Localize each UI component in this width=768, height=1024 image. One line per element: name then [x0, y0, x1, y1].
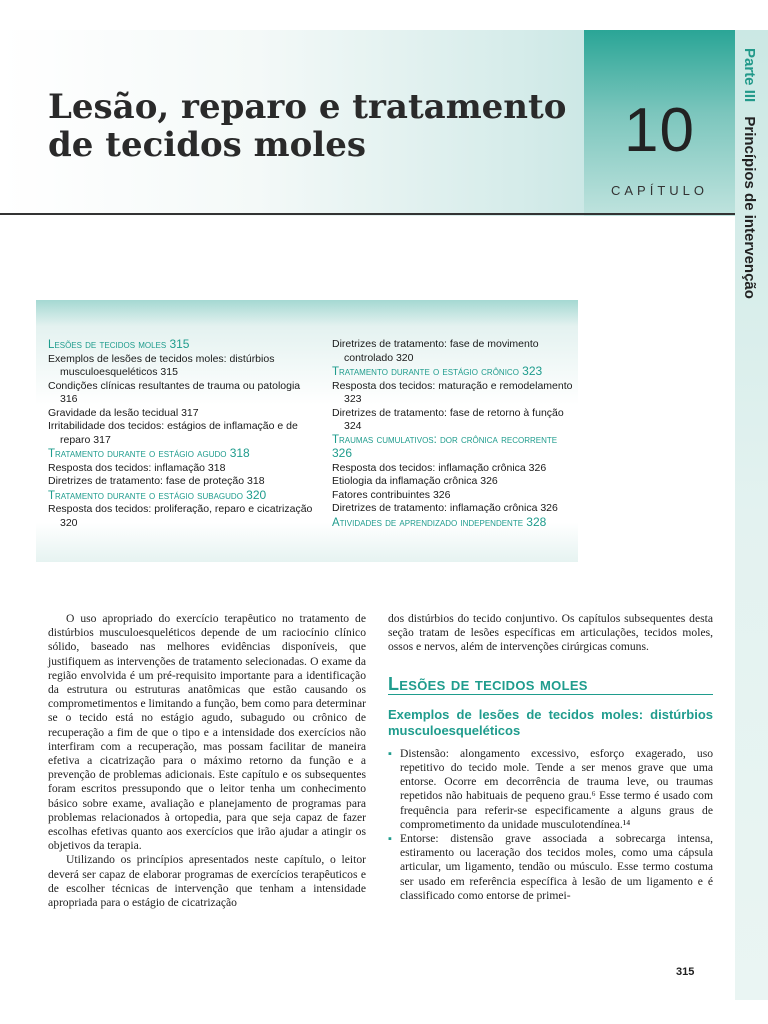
section-heading: Lesões de tecidos moles [388, 673, 588, 694]
page-number: 315 [676, 966, 695, 978]
contents-section-title: Traumas cumulativos: dor crônica recorrente [332, 433, 558, 446]
contents-column-right [332, 338, 576, 530]
contents-entry: Diretrizes de tratamento: fase de retorno à função 324 [332, 406, 564, 432]
contents-section-heading [48, 447, 313, 462]
contents-section-title: Tratamento durante o estágio agudo [48, 448, 227, 460]
chapter-number: 10 [624, 96, 695, 165]
list-item: ▪ Distensão: alongamento excessivo, esforço exagerado, uso repetitivo do tecido mole. Tende a ser menos grave que uma entorse. Ocorre em decorrência de trauma leve, ou traumas repetidos não habituais de pequeno grau.⁶ Esse termo é usado com frequência para referir-se especificamente a alguns graus de comprometimento da unidade musculotendínea.¹⁴ [388, 747, 713, 832]
subsection-heading: Exemplos de lesões de tecidos moles: distúrbios musculoesqueléticos [388, 706, 713, 738]
contents-entry: Etiologia da inflamação crônica 326 [332, 475, 498, 487]
contents-section-heading [332, 434, 576, 462]
contents-column-left [48, 338, 313, 530]
page-title-line-2: de tecidos moles [48, 125, 366, 165]
chapter-contents-box [36, 300, 578, 562]
contents-page-number: 323 [522, 364, 543, 378]
page-title-line-1: Lesão, reparo e tratamento [48, 87, 567, 127]
contents-entry: Resposta dos tecidos: inflamação 318 [48, 461, 226, 474]
contents-entry: Gravidade da lesão tecidual 317 [48, 406, 199, 419]
page-title [48, 88, 568, 164]
body-paragraph-continued: dos distúrbios do tecido conjuntivo. Os capítulos subsequentes desta seção tratam de lesões específicas em articulações, tecidos moles, ossos e nervos, além de intervenções cirúrgicas comuns. [388, 612, 713, 654]
part-label: Parte III [741, 48, 758, 103]
part-title: Princípios de intervenção [741, 116, 758, 299]
contents-section-heading [332, 365, 576, 380]
contents-page-number: 320 [246, 487, 267, 502]
bullet-list [388, 747, 713, 903]
contents-section-heading [48, 338, 313, 353]
title-divider [0, 213, 735, 215]
contents-entry: Resposta dos tecidos: proliferação, reparo e cicatrização 320 [48, 503, 313, 529]
contents-page-number: 328 [526, 514, 547, 529]
contents-section-title: Lesões de tecidos moles [48, 339, 167, 351]
contents-entry: Diretrizes de tratamento: fase de movimento controlado 320 [332, 338, 539, 364]
contents-entry: Resposta dos tecidos: inflamação crônica 326 [332, 461, 547, 474]
contents-entry: Fatores contribuintes 326 [332, 488, 451, 501]
body-paragraph: Utilizando os princípios apresentados neste capítulo, o leitor deverá ser capaz de elaborar programas de exercícios terapêuticos e de escolher técnicas de intervenção que tenham a intensidade apropriada para o estágio de cicatrização [48, 853, 366, 910]
contents-entry: Diretrizes de tratamento: fase de proteção 318 [48, 475, 265, 487]
contents-entry: Diretrizes de tratamento: inflamação crônica 326 [332, 502, 558, 514]
contents-entry: Exemplos de lesões de tecidos moles: distúrbios musculoesqueléticos 315 [48, 352, 275, 378]
contents-section-title: Tratamento durante o estágio crônico [332, 366, 519, 378]
contents-page-number: 326 [332, 446, 353, 460]
contents-page-number: 315 [169, 337, 190, 351]
contents-entry: Resposta dos tecidos: maturação e remodelamento 323 [332, 379, 573, 405]
contents-page-number: 318 [229, 446, 250, 460]
chapter-label: CAPÍTULO [610, 183, 708, 198]
body-column-right [388, 612, 713, 903]
contents-entry: Irritabilidade dos tecidos: estágios de inflamação e de reparo 317 [48, 420, 298, 446]
contents-entry: Condições clínicas resultantes de trauma ou patologia 316 [48, 379, 301, 405]
part-sidebar-text [741, 48, 758, 299]
list-item: ▪ Entorse: distensão grave associada a sobrecarga intensa, estiramento ou laceração dos tecidos moles, como uma cápsula articular, um ligamento, tendão ou músculo. Esse termo costuma ser usado em referência específica à lesão de um ligamento e é classificado como entorse de primei- [388, 832, 713, 903]
body-column-left [48, 612, 366, 910]
body-paragraph: O uso apropriado do exercício terapêutico no tratamento de distúrbios musculoesqueléticos depende de um raciocínio clínico sólido, baseado nas melhores evidências disponíveis, que justifiquem as intervenções de tratamento selecionadas. O exame da região envolvida é um pré-requisito importante para a identificação da estrutura ou estruturas anatômicas que estão causando os comprometimentos e limitando a função, bem como para determinar se o tecido está no estágio agudo, subagudo ou crônico de recuperação a fim de que o tipo e a intensidade dos exercícios não interfiram com a recuperação, mas possam facilitar de maneira efetiva a cicatrização para o máximo retorno da função e a prevenção de problemas adicionais. Este capítulo e os subsequentes foram escritos pressupondo que o leitor tenha um conhecimento básico sobre exame, avaliação e planejamento de programas para problemas relacionados à ortopedia, para que seja capaz de fazer escolhas efetivas quanto aos exercícios que irão ajudar a atingir os objetivos da terapia. [48, 612, 366, 853]
section-divider [388, 694, 713, 695]
contents-section-title: Atividades de aprendizado independente [332, 516, 524, 529]
contents-section-heading [48, 489, 313, 504]
contents-section-heading [332, 516, 576, 531]
contents-section-title: Tratamento durante o estágio subagudo [48, 489, 243, 502]
